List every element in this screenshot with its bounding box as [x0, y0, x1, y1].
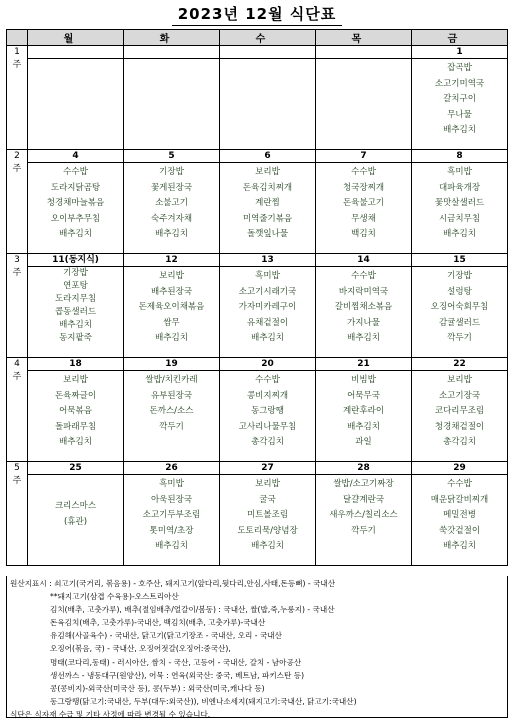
note-line: 돈육김치(배추, 고춧가루)-국내산, 백김치(배추, 고춧가루)-국내산	[50, 618, 266, 628]
menu-item: 배추김치	[443, 541, 476, 551]
title-area	[0, 0, 514, 26]
day-cell	[412, 462, 508, 566]
menu-item: 연포탕	[63, 281, 88, 291]
day-box	[220, 358, 315, 461]
menu-items	[412, 59, 507, 139]
menu-item: 흑미밥	[447, 167, 472, 177]
menu-item: 돈육불고기	[342, 198, 385, 208]
weekday-wed: 수	[220, 30, 316, 46]
menu-item: 보리밥	[63, 375, 88, 385]
menu-item: 흑미밥	[159, 479, 184, 489]
menu-item: 청경채겉절이	[434, 421, 485, 432]
week-row	[7, 46, 508, 150]
menu-item: 보리밥	[447, 375, 472, 385]
menu-item: 어묵무국	[347, 390, 380, 401]
week-label	[7, 358, 28, 462]
week-label-char: 3	[14, 255, 20, 265]
menu-item: 콩비지찌개	[246, 390, 289, 401]
note-line: 오징어(볶음, 국) - 국내산, 오징어젓갈(오징어:중국산),	[50, 644, 231, 654]
week-row	[7, 150, 508, 254]
day-box	[412, 46, 507, 149]
menu-item: 보리밥	[255, 479, 280, 489]
day-date: 27	[220, 462, 315, 475]
day-date: 5	[124, 150, 219, 163]
menu-item: 돌깻잎나물	[246, 229, 289, 239]
menu-item: 도라지닭곰탕	[50, 182, 101, 193]
weekday-mon: 월	[28, 30, 124, 46]
note-line: 생선까스 - 냉동대구(원양산), 어묵 : 연육(외국산: 중국, 베트남, 파키스탄 등)	[50, 670, 305, 680]
menu-item: 흑미밥	[255, 271, 280, 281]
day-date	[220, 46, 315, 59]
menu-item: 쌈무	[163, 317, 180, 328]
day-date: 18	[28, 358, 123, 371]
week-label	[7, 254, 28, 358]
menu-item: 소고기시래기국	[238, 286, 297, 297]
menu-item: (휴관)	[63, 516, 88, 527]
menu-item: 깍두기	[159, 421, 184, 432]
day-box	[316, 150, 411, 253]
menu-item: 소불고기	[155, 198, 188, 208]
menu-item: 바지락미역국	[338, 286, 389, 297]
day-box	[124, 150, 219, 253]
day-box	[28, 358, 123, 461]
day-cell	[28, 462, 124, 566]
menu-item: 소고기두부조림	[142, 510, 201, 520]
menu-item: 소고기장국	[438, 390, 481, 401]
day-date: 28	[316, 462, 411, 475]
menu-items	[220, 59, 315, 61]
menu-item: 매운닭갈비찌개	[430, 494, 489, 505]
menu-items	[316, 475, 411, 539]
menu-item: 총각김치	[443, 437, 476, 447]
weekday-fri: 금	[412, 30, 508, 46]
day-date: 20	[220, 358, 315, 371]
note-line: 동그랑땡(닭고기:국내산, 두부(대두:외국산)), 비엔나소세지(돼지고기:국내산, 닭고기:국내산)	[50, 696, 357, 706]
menu-item: 수수밥	[447, 479, 472, 489]
menu-item: 배추김치	[59, 437, 92, 447]
week-label-char: 4	[14, 359, 20, 369]
day-cell	[412, 358, 508, 462]
menu-item: 배추김치	[251, 541, 284, 551]
menu-item: 꽃게된장국	[150, 182, 193, 193]
day-box	[28, 46, 123, 149]
menu-item: 수수밥	[255, 375, 280, 385]
menu-item: 쑥갓겉절이	[438, 525, 481, 536]
day-box	[412, 150, 507, 253]
weekday-thu: 목	[316, 30, 412, 46]
menu-item: 톳미역/초장	[149, 525, 194, 536]
menu-item: 동지팥죽	[59, 333, 92, 343]
note-line: 김치(배추, 고춧가루), 배추(절임배추/얼갈이/봄동) : 국내산, 쌀(밥,죽,누룽지) - 국내산	[50, 605, 335, 615]
weekday-tue: 화	[124, 30, 220, 46]
day-cell	[316, 150, 412, 254]
day-date: 4	[28, 150, 123, 163]
menu-items	[28, 371, 123, 451]
day-box	[124, 254, 219, 357]
note-line: 유김해(사골육수) - 국내산, 닭고기(닭고기장조 - 국내산, 오리 - 국내산	[50, 631, 282, 641]
menu-item: 배추김치	[155, 333, 188, 343]
menu-item: 보리밥	[255, 167, 280, 177]
menu-item: 배추김치	[443, 229, 476, 239]
menu-items	[220, 267, 315, 347]
day-box	[412, 254, 507, 357]
menu-item: 도라지무침	[54, 294, 97, 304]
day-cell	[124, 46, 220, 150]
menu-item: 잡곡밥	[447, 63, 472, 73]
day-cell	[220, 462, 316, 566]
day-cell	[316, 462, 412, 566]
page-title: 2023년 12월 식단표	[172, 3, 343, 26]
day-box	[28, 150, 123, 253]
menu-item: 돈육김치찌개	[242, 182, 293, 193]
day-cell	[220, 150, 316, 254]
menu-item: 설렁탕	[447, 286, 472, 297]
menu-item: 오이부추무침	[50, 213, 101, 224]
day-cell	[412, 46, 508, 150]
menu-item: 굴국	[259, 494, 276, 505]
menu-item: 배추김치	[347, 421, 380, 432]
day-date	[28, 46, 123, 59]
day-cell	[316, 358, 412, 462]
day-box	[220, 150, 315, 253]
menu-item: 배추김치	[59, 320, 92, 330]
note-line: 콩(콩비지)-외국산(미국산 등), 콩(두부) : 외국산(미국,캐나다 등)	[50, 683, 265, 693]
menu-item: 기장밥	[63, 268, 88, 278]
day-cell	[28, 46, 124, 150]
day-date: 29	[412, 462, 507, 475]
menu-item: 쌀밥/치킨카레	[145, 375, 198, 385]
day-date	[124, 46, 219, 59]
menu-item: 청국장찌개	[342, 182, 385, 193]
menu-items	[316, 163, 411, 243]
day-cell	[220, 358, 316, 462]
menu-table	[6, 29, 508, 566]
day-cell	[220, 46, 316, 150]
day-box	[412, 462, 507, 565]
menu-item: 계란후라이	[342, 406, 385, 416]
day-box	[220, 462, 315, 565]
day-cell	[412, 150, 508, 254]
day-cell	[316, 254, 412, 358]
menu-item: 동그랑땡	[251, 406, 284, 416]
day-date: 14	[316, 254, 411, 267]
day-box	[124, 358, 219, 461]
week-label	[7, 150, 28, 254]
menu-item: 미역줄기볶음	[242, 213, 293, 224]
menu-items	[412, 163, 507, 243]
day-date: 13	[220, 254, 315, 267]
day-date: 26	[124, 462, 219, 475]
menu-item: 달걀계란국	[342, 494, 385, 505]
note-line: 원산지표시 : 쇠고기(국거리, 볶음용) - 호주산, 돼지고기(앞다리,뒷다리,안심,사태,돈등뼈) - 국내산	[10, 579, 336, 588]
menu-items	[28, 475, 123, 530]
menu-item: 고사리나물무침	[238, 421, 297, 432]
menu-item: 유부된장국	[150, 390, 193, 401]
day-box	[28, 254, 123, 357]
menu-item: 백김치	[351, 229, 376, 239]
menu-items	[124, 267, 219, 347]
menu-item: 배추김치	[59, 229, 92, 239]
day-date: 12	[124, 254, 219, 267]
day-cell	[28, 254, 124, 358]
menu-item: 콥동샐러드	[54, 307, 97, 317]
menu-item: 아욱된장국	[150, 494, 193, 505]
day-cell	[28, 358, 124, 462]
menu-item: 깍두기	[447, 333, 472, 343]
menu-item: 총각김치	[251, 437, 284, 447]
menu-items	[220, 475, 315, 555]
note-line: **돼지고기(삼겹 수육용)-오스트리아산	[50, 592, 179, 602]
week-label-char: 주	[12, 60, 22, 70]
origin-notes	[6, 576, 508, 718]
menu-item: 배추된장국	[150, 286, 193, 297]
menu-item: 오징어숙회무침	[430, 302, 489, 312]
week-label-char: 주	[12, 268, 22, 278]
menu-item: 어묵볶음	[59, 406, 92, 416]
day-box	[316, 462, 411, 565]
menu-item: 과일	[355, 437, 372, 447]
menu-item: 새우까스/칠리소스	[329, 510, 398, 520]
day-date: 19	[124, 358, 219, 371]
menu-item: 수수밥	[351, 271, 376, 281]
menu-item: 도토리묵/양념장	[237, 525, 298, 536]
day-box	[316, 254, 411, 357]
day-box	[124, 462, 219, 565]
menu-item: 수수밥	[63, 167, 88, 177]
day-date: 7	[316, 150, 411, 163]
menu-item: 돈까스/소스	[149, 406, 194, 416]
menu-items	[412, 475, 507, 555]
menu-item: 갈치구이	[443, 94, 476, 104]
menu-items	[316, 59, 411, 61]
menu-item: 코다리무조림	[434, 406, 485, 416]
day-box	[124, 46, 219, 149]
menu-item: 기장밥	[447, 271, 472, 281]
menu-item: 쌀밥/소고기짜장	[333, 479, 394, 489]
day-date	[316, 46, 411, 59]
week-row	[7, 358, 508, 462]
menu-item: 배추김치	[155, 541, 188, 551]
day-box	[316, 46, 411, 149]
menu-item: 배추김치	[251, 333, 284, 343]
menu-item: 배추김치	[347, 333, 380, 343]
menu-item: 대파육개장	[438, 182, 481, 193]
day-cell	[124, 254, 220, 358]
menu-items	[316, 371, 411, 451]
weekday-header-row	[7, 30, 508, 46]
menu-item: 보리밥	[159, 271, 184, 281]
menu-items	[316, 267, 411, 347]
menu-item: 가지나물	[347, 317, 380, 328]
menu-item: 소고기미역국	[434, 78, 485, 89]
day-date: 1	[412, 46, 507, 59]
menu-item: 계란찜	[255, 198, 280, 208]
menu-item: 크리스마스	[54, 501, 97, 511]
week-label-char: 2	[14, 151, 20, 161]
menu-item: 시금치무침	[438, 213, 481, 224]
menu-item: 돈육짜글이	[54, 390, 97, 401]
day-cell	[316, 46, 412, 150]
menu-items	[124, 163, 219, 243]
week-label	[7, 462, 28, 566]
menu-item: 수수밥	[351, 167, 376, 177]
week-label-char: 5	[14, 463, 20, 473]
day-date: 25	[28, 462, 123, 475]
menu-item: 기장밥	[159, 167, 184, 177]
day-box	[412, 358, 507, 461]
week-row	[7, 254, 508, 358]
menu-items	[412, 371, 507, 451]
menu-items	[412, 267, 507, 347]
week-label-char: 주	[12, 164, 22, 174]
day-cell	[28, 150, 124, 254]
menu-items	[124, 59, 219, 61]
day-cell	[124, 358, 220, 462]
day-date: 8	[412, 150, 507, 163]
corner-cell	[7, 30, 28, 46]
menu-item: 무나물	[447, 109, 472, 120]
day-box	[316, 358, 411, 461]
day-cell	[124, 150, 220, 254]
menu-item: 깍두기	[351, 525, 376, 536]
day-date: 11(동지식)	[28, 254, 123, 267]
menu-items	[28, 267, 123, 345]
day-date: 21	[316, 358, 411, 371]
menu-items	[28, 59, 123, 61]
day-cell	[124, 462, 220, 566]
day-date: 6	[220, 150, 315, 163]
menu-items	[220, 163, 315, 243]
week-label	[7, 46, 28, 150]
menu-item: 청경채마늘볶음	[46, 198, 105, 208]
menu-item: 가자미카레구이	[238, 302, 297, 312]
week-label-char: 주	[12, 476, 22, 486]
menu-item: 메밀전병	[443, 510, 476, 520]
menu-items	[220, 371, 315, 451]
note-line: 식단은 식자재 수급 및 기타 사정에 따라 변경될 수 있습니다.	[10, 709, 211, 719]
day-cell	[220, 254, 316, 358]
week-label-char: 주	[12, 372, 22, 382]
menu-item: 감귤샐러드	[438, 317, 481, 328]
week-label-char: 1	[14, 47, 20, 57]
menu-item: 돈제육오이채볶음	[138, 302, 205, 312]
day-box	[220, 254, 315, 357]
menu-item: 배추김치	[443, 125, 476, 135]
day-date: 15	[412, 254, 507, 267]
menu-item: 무생채	[351, 213, 376, 224]
menu-items	[28, 163, 123, 243]
menu-item: 유채겉절이	[246, 317, 289, 328]
menu-items	[124, 371, 219, 435]
menu-item: 미트볼조림	[246, 510, 289, 520]
menu-item: 갈비찜채소볶음	[334, 302, 393, 312]
menu-item: 돌파래무침	[54, 421, 97, 432]
day-box	[220, 46, 315, 149]
menu-item: 꽃맛살샐러드	[434, 198, 485, 208]
day-cell	[412, 254, 508, 358]
menu-items	[124, 475, 219, 555]
day-date: 22	[412, 358, 507, 371]
menu-item: 배추김치	[155, 229, 188, 239]
note-line: 명태(코다리,동태) - 러시아산, 쌈치 - 국산, 고등어 - 국내산, 갈치 - 남아공산	[50, 657, 302, 667]
day-box	[28, 462, 123, 565]
menu-item: 숙주겨자채	[150, 213, 193, 224]
week-row	[7, 462, 508, 566]
menu-item: 비빔밥	[351, 375, 376, 385]
